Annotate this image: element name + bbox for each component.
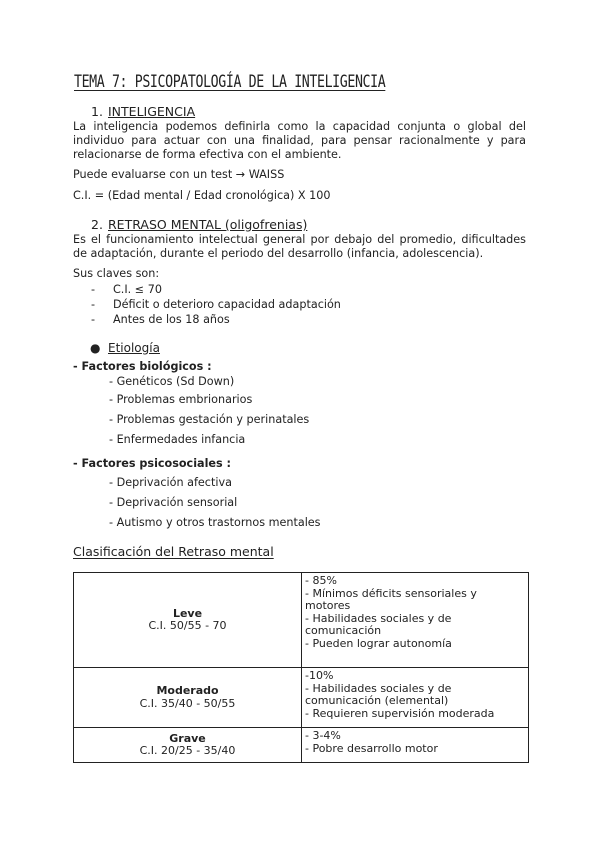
level-ci: C.I. 35/40 - 50/55 <box>139 696 236 710</box>
details-cell <box>302 728 529 763</box>
page-title: TEMA 7: PSICOPATOLOGÍA DE LA INTELIGENCIA <box>74 72 386 92</box>
list-item: - Autismo y otros trastornos mentales <box>109 516 321 529</box>
list-item-text: C.I. ≤ 70 <box>113 283 162 296</box>
detail-line: - Mínimos déficits sensoriales y motores <box>305 586 477 612</box>
claves-label: Sus claves son: <box>73 267 160 280</box>
section-title: INTELIGENCIA <box>108 104 196 119</box>
detail-line: - 85% <box>305 574 337 587</box>
inteligencia-paragraph: La inteligencia podemos definirla como la capacidad conjunta o global del individuo para actuar con una finalidad, para pensar racionalmente y para relacionarse de forma efectiva con el ambiente. <box>73 120 526 161</box>
section-number: 2. <box>91 217 103 232</box>
psicosociales-label: - Factores psicosociales : <box>73 457 232 470</box>
level-name: Leve <box>172 606 203 620</box>
level-name: Moderado <box>156 684 219 697</box>
level-ci: C.I. 20/25 - 35/40 <box>139 744 236 757</box>
details-cell <box>302 573 529 668</box>
bullet-icon: ● <box>90 341 101 355</box>
section-heading-retraso <box>91 217 307 232</box>
level-cell <box>74 728 302 763</box>
list-item: - Antes de los 18 años <box>91 313 230 326</box>
clasificacion-table <box>73 572 529 763</box>
detail-line: - Habilidades sociales y de comunicación <box>305 611 452 637</box>
list-item: - Enfermedades infancia <box>109 433 246 446</box>
detail-line: - Pobre desarrollo motor <box>305 741 438 755</box>
list-item: - Deprivación sensorial <box>109 496 238 509</box>
list-item: - Problemas gestación y perinatales <box>109 413 310 426</box>
level-cell <box>74 573 302 668</box>
details-cell <box>302 668 529 728</box>
test-line: Puede evaluarse con un test → WAISS <box>73 168 285 181</box>
retraso-paragraph: Es el funcionamiento intelectual general por debajo del promedio, dificultades de adaptación, durante el periodo del desarrollo (infancia, adolescencia). <box>73 233 526 260</box>
detail-line: - Requieren supervisión moderada <box>305 706 495 720</box>
table-row <box>74 728 529 763</box>
biologicos-label: - Factores biológicos : <box>73 360 212 373</box>
detail-line: -10% <box>305 669 334 682</box>
etiologia-title: Etiología <box>108 341 160 355</box>
level-cell <box>74 668 302 728</box>
level-ci: C.I. 50/55 - 70 <box>148 619 227 632</box>
clasificacion-heading: Clasificación del Retraso mental <box>73 544 274 559</box>
list-item: - Genéticos (Sd Down) <box>109 375 235 388</box>
section-number: 1. <box>91 104 103 119</box>
list-item: - Deprivación afectiva <box>109 476 232 489</box>
list-item: - Problemas embrionarios <box>109 393 253 406</box>
table-row <box>74 668 529 728</box>
list-item: - C.I. ≤ 70 <box>91 283 162 296</box>
level-name: Grave <box>169 731 206 745</box>
detail-line: - 3-4% <box>305 729 341 742</box>
list-item: - Déficit o deterioro capacidad adaptación <box>91 298 341 311</box>
ci-formula: C.I. = (Edad mental / Edad cronológica) X 100 <box>73 189 331 202</box>
section-title: RETRASO MENTAL (oligofrenias) <box>108 217 308 232</box>
section-heading-inteligencia <box>91 104 195 119</box>
list-item-text: Déficit o deterioro capacidad adaptación <box>113 298 341 311</box>
table-row <box>74 573 529 668</box>
list-item-text: Antes de los 18 años <box>113 313 230 326</box>
etiologia-heading <box>90 341 160 355</box>
detail-line: - Pueden lograr autonomía <box>305 636 452 650</box>
detail-line: - Habilidades sociales y de comunicación (elemental) <box>305 681 452 707</box>
